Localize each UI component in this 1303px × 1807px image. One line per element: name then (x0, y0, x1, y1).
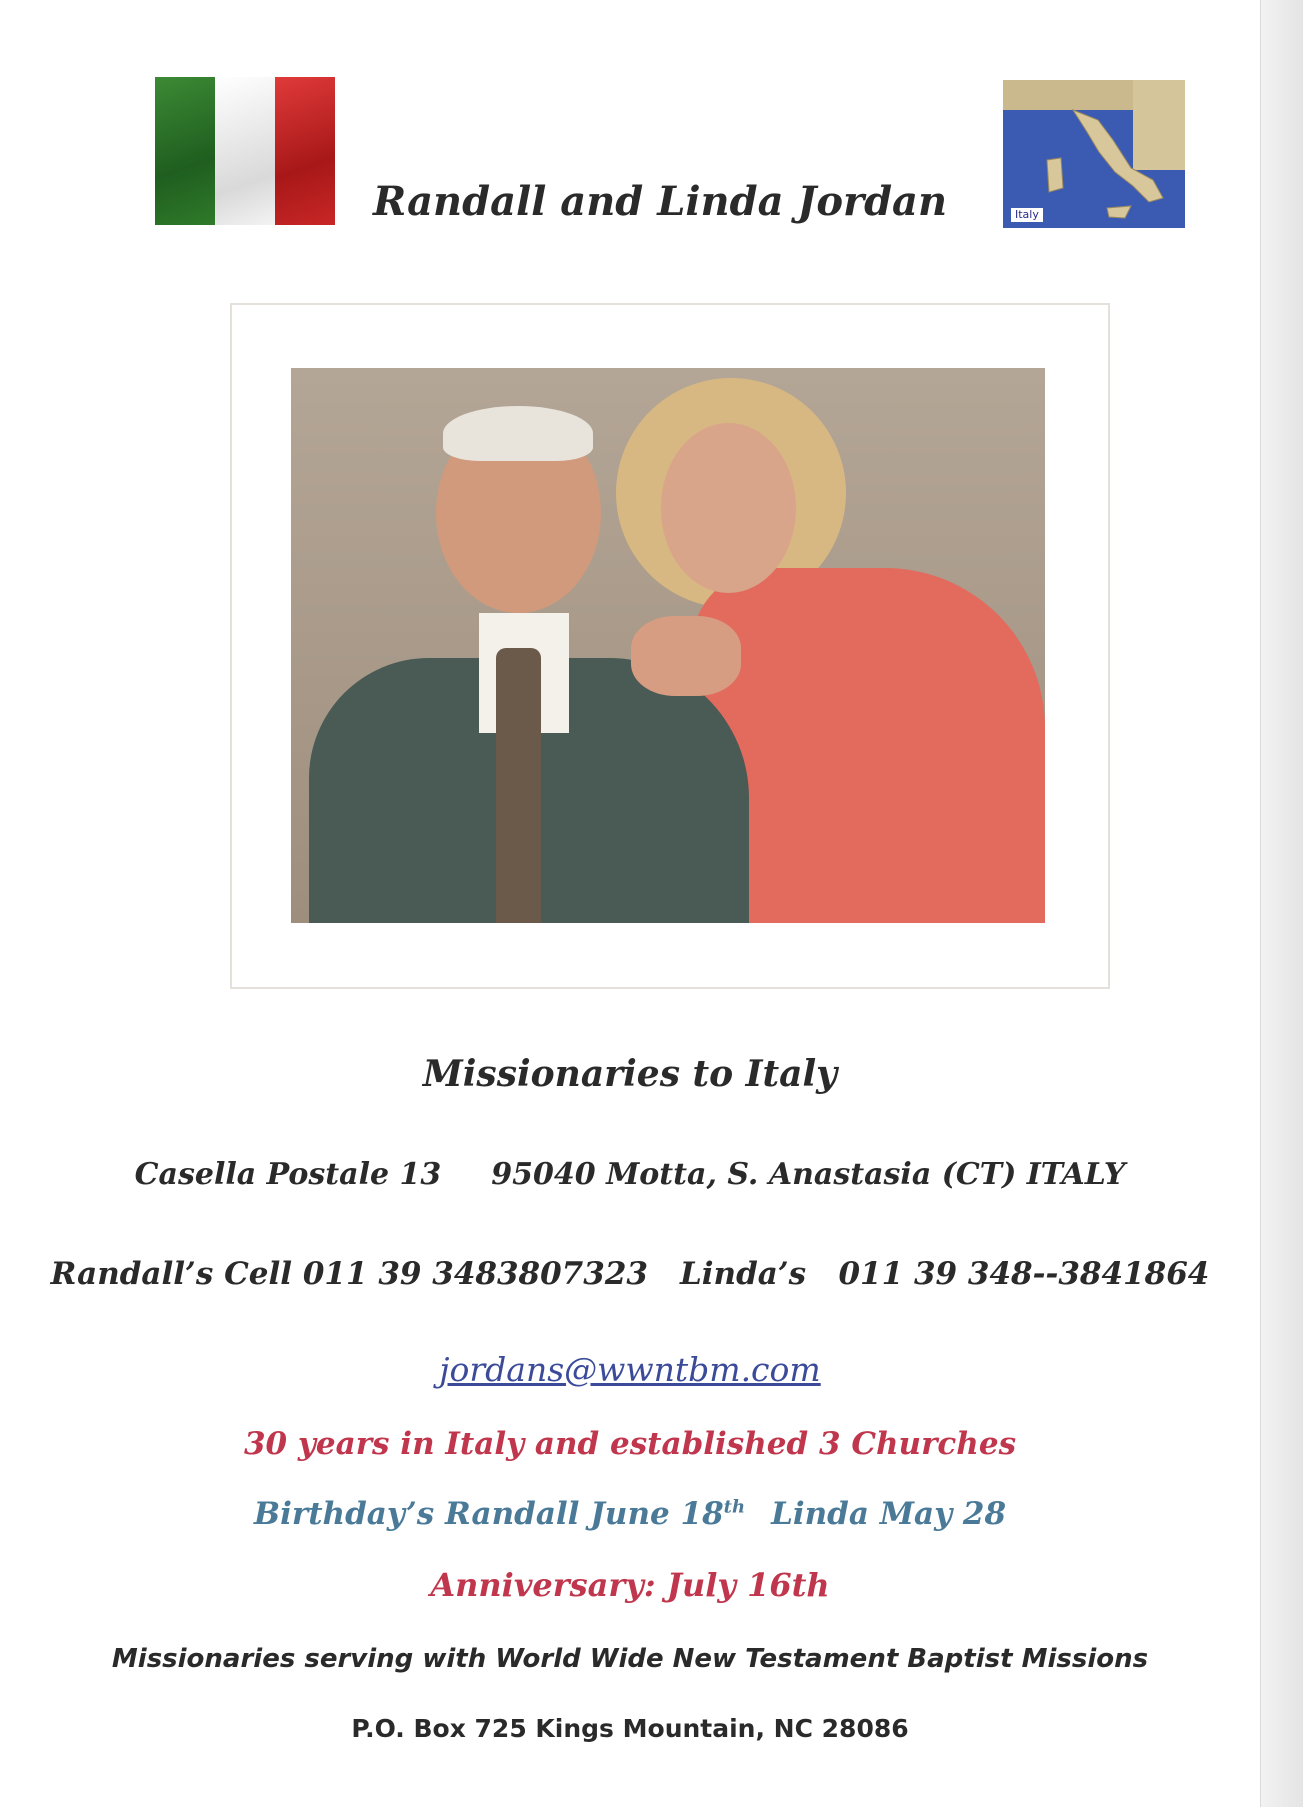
birthday-linda: Linda May 28 (771, 1496, 1007, 1532)
birthday-randall-suffix: th (723, 1496, 746, 1518)
anniversary: Anniversary: July 16th (430, 1566, 830, 1604)
italy-map-icon (1003, 80, 1185, 228)
birthday-randall: Birthday’s Randall June 18 (253, 1496, 724, 1532)
phone-numbers (0, 1256, 1260, 1292)
years-in-italy: 30 years in Italy and established 3 Churches (243, 1426, 1017, 1462)
page-title: Randall and Linda Jordan (372, 178, 948, 225)
mailing-address (0, 1157, 1260, 1192)
address-box: Casella Postale 13 (134, 1157, 442, 1192)
email-link[interactable]: jordans@wwntbm.com (439, 1350, 821, 1389)
address-city: 95040 Motta, S. Anastasia (CT) ITALY (491, 1157, 1126, 1192)
randall-phone: Randall’s Cell 011 39 3483807323 (50, 1256, 648, 1292)
mission-heading: Missionaries to Italy (422, 1053, 838, 1095)
serving-mission: Missionaries serving with World Wide New Testament Baptist Missions (111, 1644, 1149, 1674)
couple-photo (291, 368, 1045, 923)
birthdays (0, 1496, 1260, 1532)
po-box-address: P.O. Box 725 Kings Mountain, NC 28086 (351, 1714, 909, 1743)
italian-flag-icon (155, 77, 335, 225)
scanned-page-edge (1260, 0, 1303, 1807)
linda-phone: Linda’s 011 39 348--3841864 (679, 1256, 1210, 1292)
map-label: Italy (1011, 208, 1043, 222)
